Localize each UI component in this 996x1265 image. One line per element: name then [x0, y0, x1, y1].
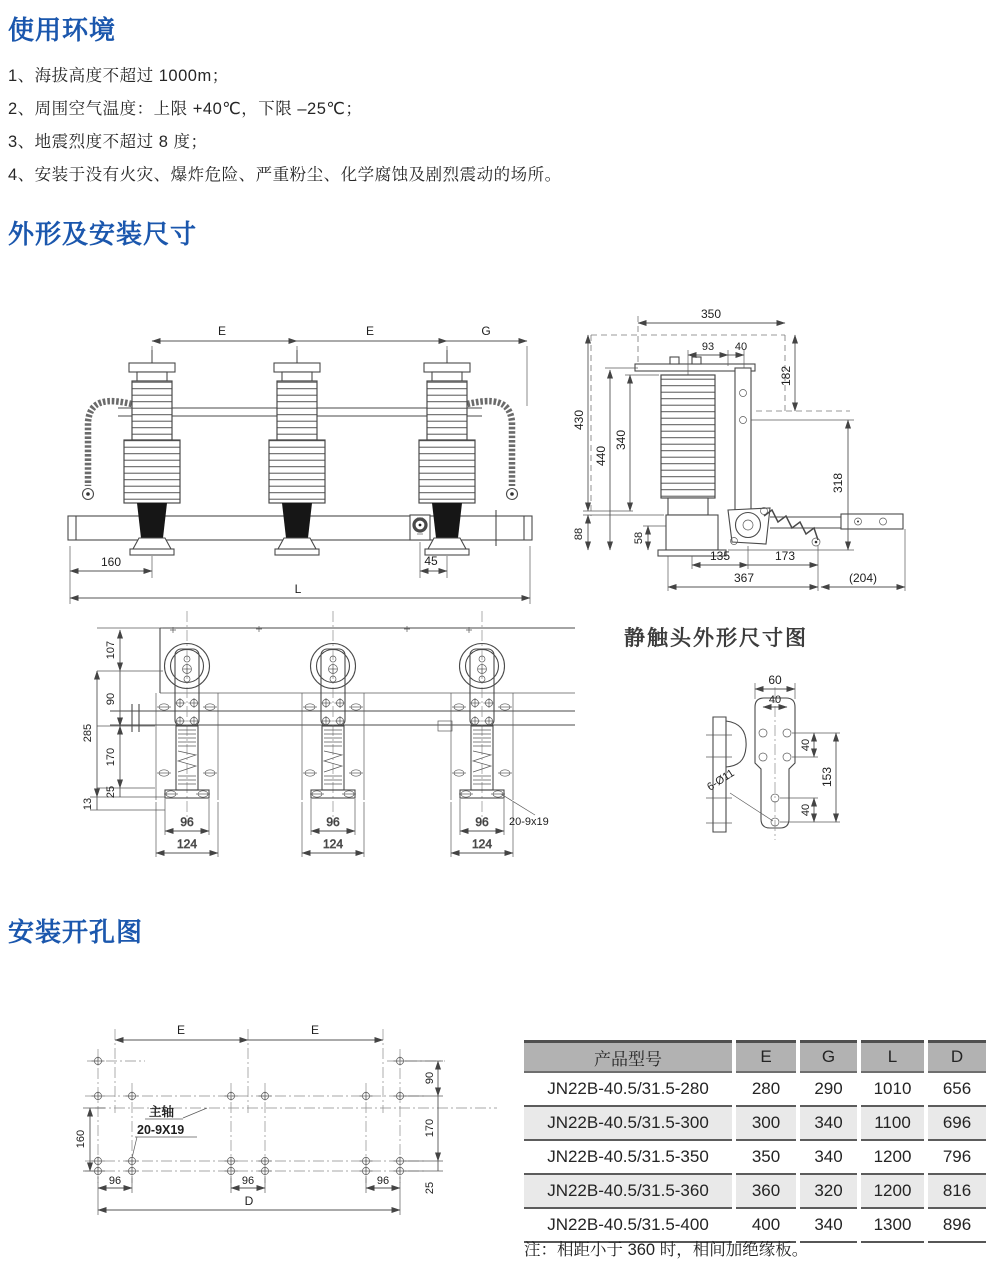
- leader-label-20-9x19: 20-9x19: [509, 816, 549, 828]
- drill-dimensions: [75, 1023, 443, 1215]
- side-view-drawing: [558, 298, 994, 608]
- dim-label-170: 170: [424, 1118, 436, 1138]
- dim-label-160: 160: [100, 555, 122, 569]
- dim-label-60: 60: [768, 673, 782, 687]
- dim-label-430: 430: [572, 409, 586, 431]
- dim-label-124: 124: [176, 837, 198, 851]
- dim-label-173: 173: [774, 549, 796, 563]
- cell-d: 816: [926, 1174, 986, 1208]
- cell-l: 1200: [859, 1174, 926, 1208]
- cell-e: 400: [734, 1208, 798, 1242]
- dim-label-340: 340: [614, 429, 628, 451]
- cell-model: JN22B-40.5/31.5-280: [547, 1079, 709, 1098]
- usage-item-2: 2、周围空气温度：上限 +40℃，下限 –25℃；: [8, 100, 363, 118]
- dim-label-96: 96: [180, 815, 194, 829]
- dim-label-25: 25: [424, 1181, 436, 1195]
- col-header-d: D: [926, 1042, 986, 1073]
- table-row: [524, 1106, 986, 1140]
- cell-l: 1010: [859, 1072, 926, 1106]
- label-hole-spec: 20-9X19: [137, 1123, 185, 1137]
- label-main-shaft: 主轴: [149, 1105, 175, 1119]
- dim-label-107: 107: [105, 640, 117, 660]
- dim-label-153: 153: [820, 766, 834, 788]
- usage-item-3: 3、地震烈度不超过 8 度；: [8, 133, 208, 151]
- cell-l: 1100: [859, 1106, 926, 1140]
- col-header-g: G: [798, 1042, 859, 1073]
- cell-model: JN22B-40.5/31.5-300: [547, 1113, 709, 1132]
- pole-assembly: [156, 611, 513, 857]
- drill-pattern-drawing: [35, 1013, 505, 1238]
- dim-label-45: 45: [424, 554, 438, 568]
- dim-label-40: 40: [734, 341, 748, 353]
- section-title-mounting-holes: 安装开孔图: [8, 917, 144, 947]
- static-contact-caption: 静触头外形尺寸图: [624, 627, 808, 650]
- dim-label-440: 440: [594, 445, 608, 467]
- table-note: 注：相距小于 360 时，相间加绝缘板。: [524, 1241, 809, 1259]
- dim-label-318: 318: [831, 472, 845, 494]
- usage-item-4: 4、安装于没有火灾、爆炸危险、严重粉尘、化学腐蚀及剧烈震动的场所。: [8, 166, 562, 184]
- hole-pattern: [92, 1057, 407, 1176]
- cell-g: 340: [798, 1106, 859, 1140]
- table-row: [524, 1072, 986, 1106]
- cell-l: 1300: [859, 1208, 926, 1242]
- dim-label-135: 135: [709, 549, 731, 563]
- contact-front-plate: [755, 687, 795, 840]
- cell-g: 320: [798, 1174, 859, 1208]
- cell-d: 696: [926, 1106, 986, 1140]
- col-header-e: E: [734, 1042, 798, 1073]
- section-title-usage-environment: 使用环境: [8, 15, 117, 45]
- dim-label-160: 160: [75, 1129, 87, 1149]
- plan-view-drawing: [35, 603, 575, 868]
- cell-model: JN22B-40.5/31.5-360: [547, 1181, 709, 1200]
- table-container: [524, 1040, 986, 1243]
- dim-label-e1: E: [176, 1023, 186, 1037]
- cell-g: 340: [798, 1208, 859, 1242]
- cell-e: 350: [734, 1140, 798, 1174]
- dim-label-13: 13: [82, 797, 94, 811]
- dim-label-170: 170: [105, 747, 117, 767]
- usage-item-1: 1、海拔高度不超过 1000m；: [8, 67, 229, 85]
- cell-d: 796: [926, 1140, 986, 1174]
- cell-d: 896: [926, 1208, 986, 1242]
- cell-e: 360: [734, 1174, 798, 1208]
- dim-label-88: 88: [573, 527, 585, 541]
- table-header-row: [524, 1042, 986, 1073]
- dim-label-d: D: [244, 1194, 254, 1208]
- cell-d: 656: [926, 1072, 986, 1106]
- col-header-model: 产品型号: [524, 1042, 734, 1073]
- dim-label-g: G: [481, 324, 491, 338]
- dim-label-e2: E: [310, 1023, 320, 1037]
- table-row: [524, 1140, 986, 1174]
- dim-label-40-top: 40: [768, 694, 782, 706]
- center-lines: [85, 1029, 497, 1183]
- table-row: [524, 1174, 986, 1208]
- dim-label-96b: 96: [241, 1175, 255, 1187]
- front-view-drawing: [30, 288, 550, 608]
- static-contact-drawing: [618, 655, 898, 865]
- dim-label-204: (204): [848, 571, 878, 585]
- dim-label-e2: E: [365, 324, 375, 338]
- section-title-outline-dimensions: 外形及安装尺寸: [8, 219, 198, 249]
- dim-label-182: 182: [779, 365, 793, 387]
- dim-label-350: 350: [700, 307, 722, 321]
- dim-label-285: 285: [82, 723, 94, 743]
- mechanism-box: [410, 515, 430, 540]
- leader-label-6-d11: 6-Ø11: [705, 767, 737, 794]
- dim-label-40-upper: 40: [800, 738, 812, 752]
- dim-label-96c: 96: [376, 1175, 390, 1187]
- dim-label-90: 90: [424, 1071, 436, 1085]
- dim-label-25: 25: [105, 785, 117, 799]
- product-dimension-table: [524, 1040, 986, 1243]
- dim-label-l: L: [294, 582, 302, 596]
- cell-g: 340: [798, 1140, 859, 1174]
- dim-label-40-lower: 40: [800, 803, 812, 817]
- dim-label-58: 58: [633, 531, 645, 545]
- dim-label-90: 90: [105, 692, 117, 706]
- cell-l: 1200: [859, 1140, 926, 1174]
- side-view-structure: [635, 350, 903, 556]
- cell-model: JN22B-40.5/31.5-400: [547, 1215, 709, 1234]
- dim-label-93: 93: [701, 341, 715, 353]
- cell-e: 280: [734, 1072, 798, 1106]
- cell-e: 300: [734, 1106, 798, 1140]
- dim-label-96a: 96: [108, 1175, 122, 1187]
- dim-label-367: 367: [733, 571, 755, 585]
- cell-model: JN22B-40.5/31.5-350: [547, 1147, 709, 1166]
- cell-g: 290: [798, 1072, 859, 1106]
- dim-label-e1: E: [217, 324, 227, 338]
- col-header-l: L: [859, 1042, 926, 1073]
